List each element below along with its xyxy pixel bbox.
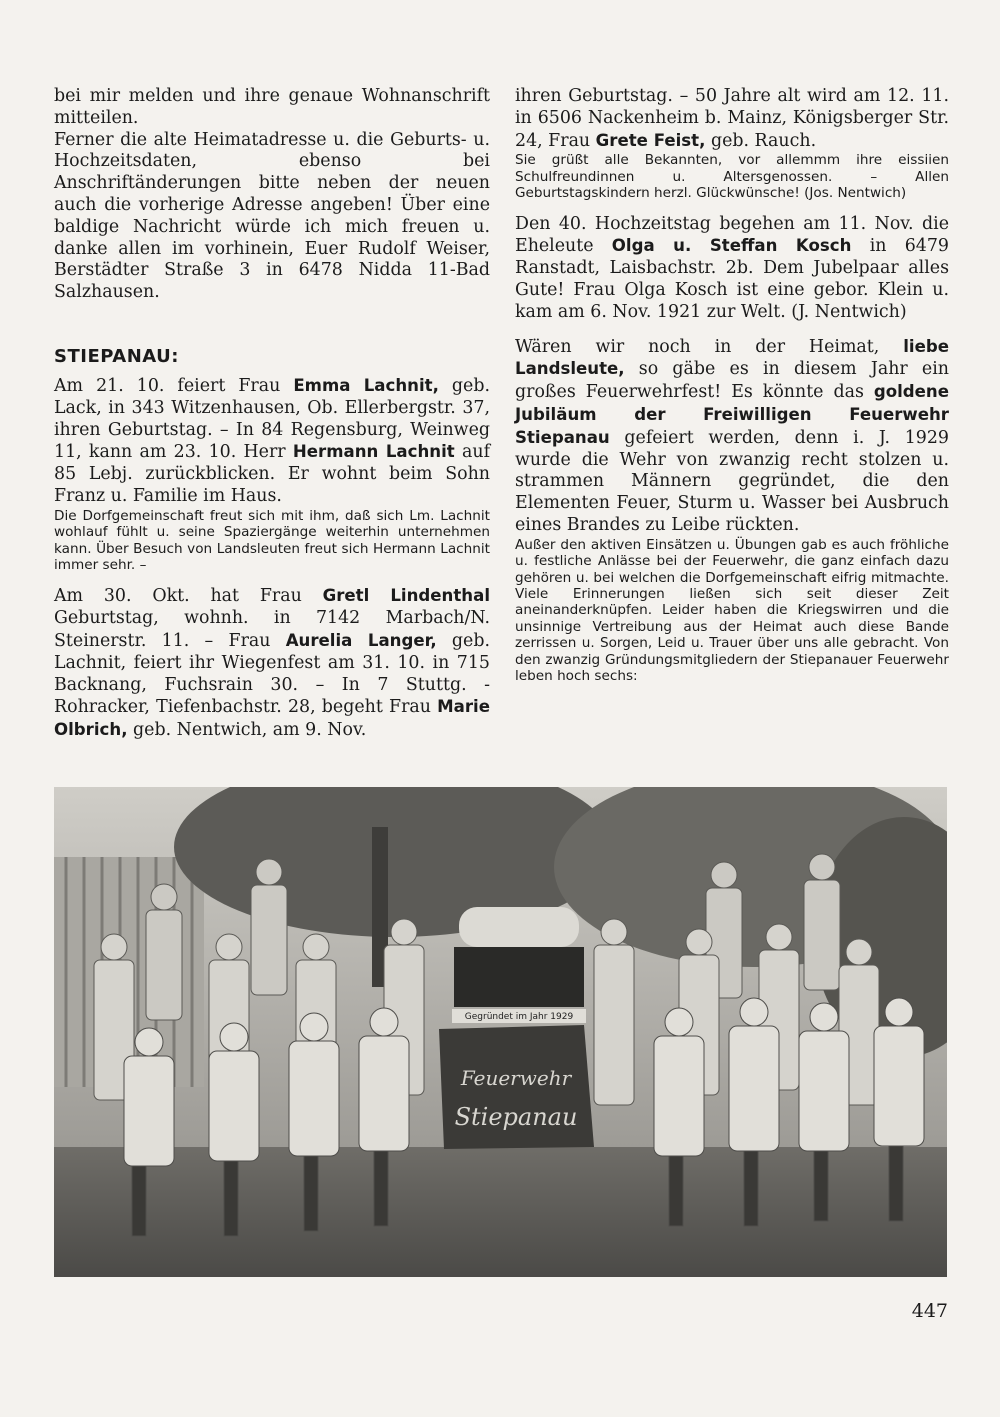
person-name: Emma Lachnit, <box>293 375 439 395</box>
paragraph: Ferner die alte Heimatadresse u. die Geburts- u. Hochzeitsdaten, ebenso bei Anschriftänderungen bitte neben der neuen auch die vorherige Adresse angeben! Über eine baldige Nachricht würde ich mich freuen u. danke allen im vorhinein, Euer Rudolf Weiser, Berstädter Straße 3 in 6478 Nidda 11-Bad Salzhausen. <box>54 129 490 303</box>
fireman <box>594 919 634 1105</box>
paragraph: Wären wir noch in der Heimat, liebe Landsleute, so gäbe es in diesem Jahr ein großes Feuerwehrfest! Es könnte das goldene Jubiläum der Freiwilligen Feuerwehr Stiepanau gefeiert werden, denn i. J. 1929 wurde die Wehr von zwanzig recht stolzen u. strammen Männern gegründet, die den Elementen Feuer, Sturm u. Wasser bei Ausbruch eines Brandes zu Leibe rückten. <box>515 336 949 535</box>
person-name: Marie Olbrich, <box>54 697 490 740</box>
person-name: Gretl Lindenthal <box>322 586 491 606</box>
banner-text: Gegründet im Jahr 1929 <box>464 1012 574 1022</box>
section-heading: STIEPANAU: <box>54 345 179 367</box>
paragraph: Am 30. Okt. hat Frau Gretl Lindenthal Geburtstag, wohnh. in 7142 Marbach/N. Steinerstr. 11. – Frau Aurelia Langer, geb. Lachnit, feiert ihr Wiegenfest am 31. 10. in 715 Backnang, Fuchsrain 30. – In 7 Stuttg. -Rohracker, Tiefenbachstr. 28, begeht Frau Marie Olbrich, geb. Nentwich, am 9. Nov. <box>54 586 491 741</box>
right-column <box>515 86 949 696</box>
emphasis: goldene Jubiläum der Freiwilligen Feuerwehr Stiepanau <box>515 382 949 447</box>
emphasis: liebe Landsleute, <box>515 336 949 379</box>
photo-illustration <box>54 787 947 1277</box>
person-name: Aurelia Langer, <box>285 630 437 650</box>
paragraph: Am 21. 10. feiert Frau Emma Lachnit, geb. Lack, in 343 Witzenhausen, Ob. Ellerbergstr. 37, ihren Geburtstag. – In 84 Regensburg, Weinweg 11, kann am 23. 10. Herr Hermann Lachnit auf 85 Lebj. zurückblicken. Er wohnt beim Sohn Franz u. Familie im Haus. <box>54 375 490 506</box>
group-photo <box>54 787 947 1277</box>
left-column <box>54 86 490 754</box>
paragraph: Den 40. Hochzeitstag begehen am 11. Nov. die Eheleute Olga u. Steffan Kosch in 6479 Ranstadt, Laisbachstr. 2b. Dem Jubelpaar alles Gute! Frau Olga Kosch ist eine gebor. Klein u. kam am 6. Nov. 1921 zur Welt. (J. Nentwich) <box>515 213 949 322</box>
paragraph: bei mir melden und ihre genaue Wohnanschrift mitteilen. <box>54 86 490 128</box>
small-paragraph: Die Dorfgemeinschaft freut sich mit ihm, daß sich Lm. Lachnit wohlauf fühlt u. seine Spaziergänge weiterhin unternehmen kann. Über Besuch von Landsleuten freut sich Hermann Lachnit immer sehr. – <box>54 507 490 573</box>
sign-text-line2: Stiepanau <box>454 1103 578 1131</box>
small-paragraph: Außer den aktiven Einsätzen u. Übungen gab es auch fröhliche u. festliche Anlässe bei der Feuerwehr, die ganz einfach dazu gehören u. bei welchen die Dorfgemeinschaft eifrig mitmachte. Viele Erinnerungen ließen sich seit dieser Zeit aneinanderknüpfen. Leider haben die Kriegswirren und die unsinnige Vertreibung aus der Heimat auch diese Bande zerrissen u. Sorgen, Leid u. Trauer über uns alle gebracht. Von den zwanzig Gründungsmitgliedern der Stiepanauer Feuerwehr leben hoch sechs: <box>515 536 949 685</box>
small-paragraph: Sie grüßt alle Bekannten, vor allemmm ihre eissiien Schulfreundinnen u. Altersgenossen. – Allen Geburtstagskindern herzl. Glückwünsche! (Jos. Nentwich) <box>515 152 949 202</box>
sign-text-line1: Feuerwehr <box>460 1066 572 1090</box>
paragraph: ihren Geburtstag. – 50 Jahre alt wird am 12. 11. in 6506 Nackenheim b. Mainz, Königsberger Str. 24, Frau Grete Feist, geb. Rauch. <box>515 86 949 151</box>
person-name: Grete Feist, <box>595 130 706 150</box>
page-number: 447 <box>911 1300 948 1322</box>
person-name: Olga u. Steffan Kosch <box>611 236 852 256</box>
person-name: Hermann Lachnit <box>292 442 455 462</box>
